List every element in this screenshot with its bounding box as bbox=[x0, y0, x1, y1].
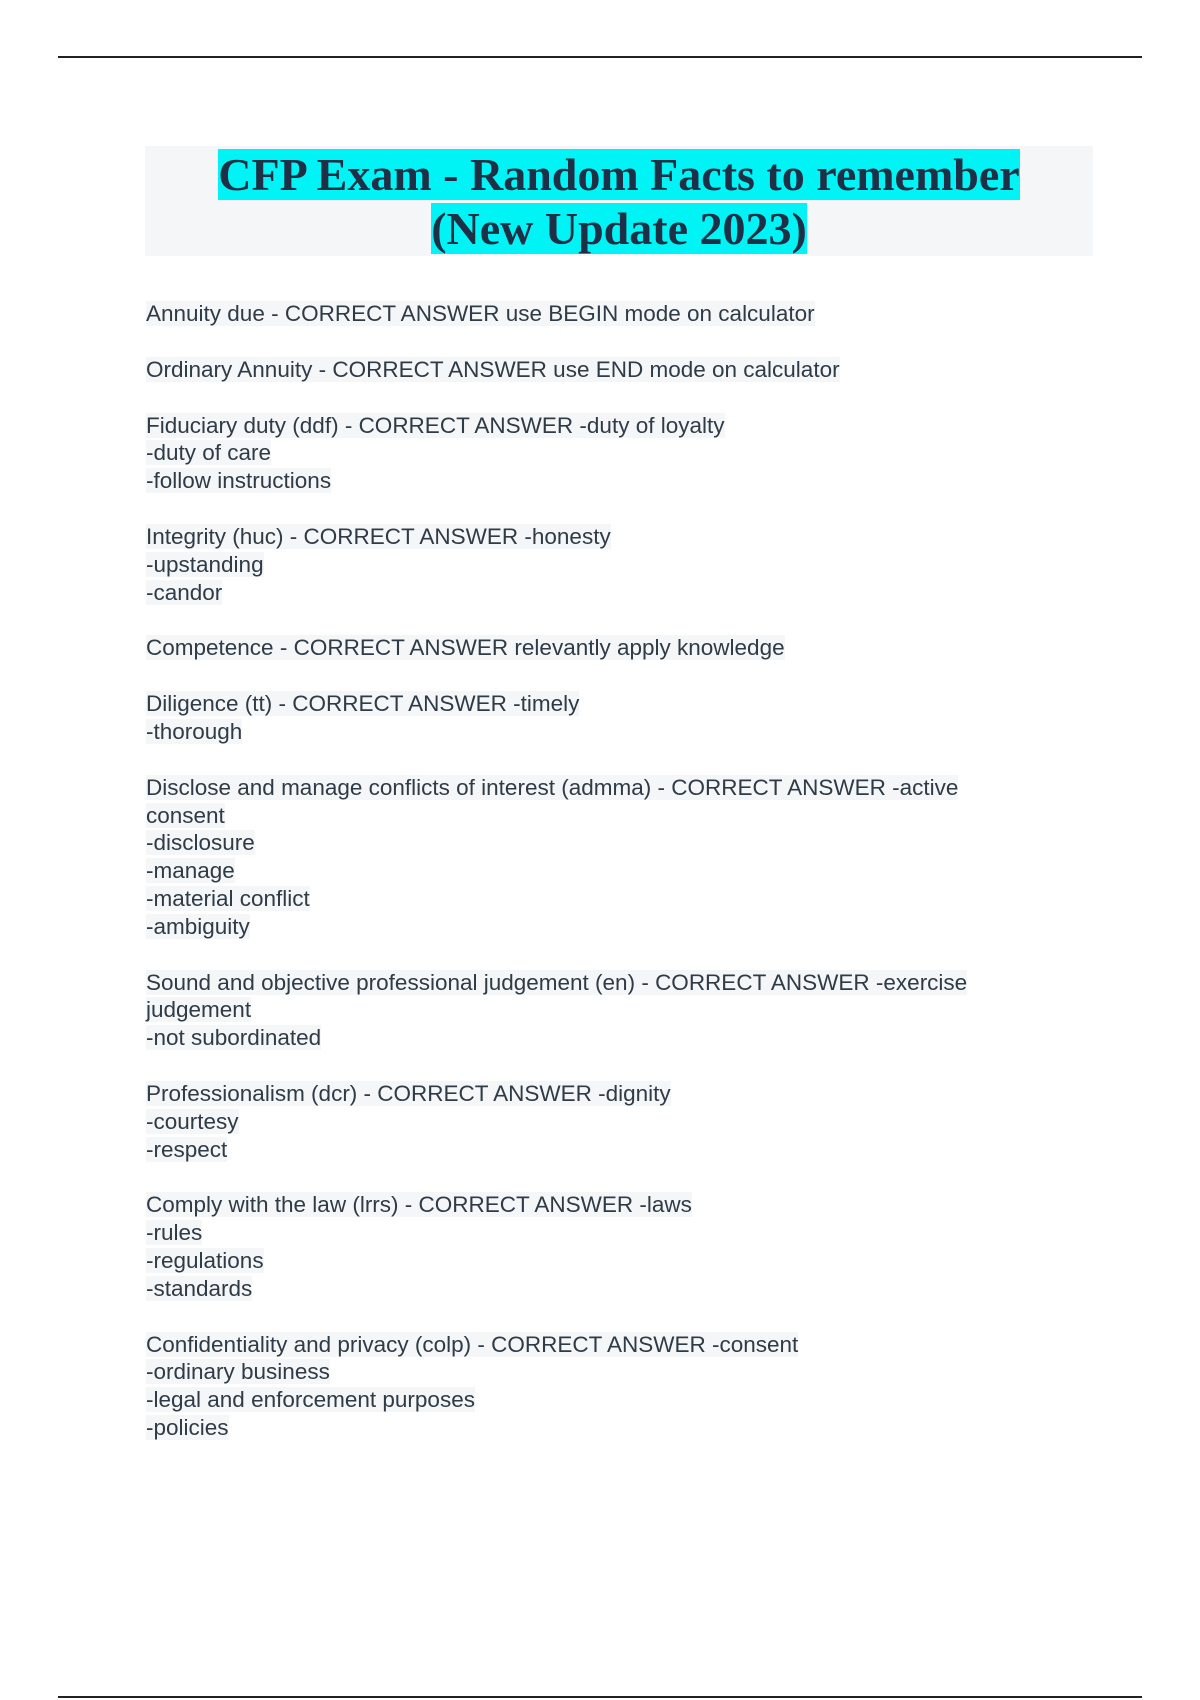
title-line-1: CFP Exam - Random Facts to remember bbox=[218, 149, 1020, 200]
entry-text: -candor bbox=[146, 579, 223, 605]
entry-text: -rules bbox=[146, 1220, 203, 1246]
entry-text: Comply with the law (lrrs) - CORRECT ANSWER -laws bbox=[146, 1192, 692, 1218]
entry-text: -courtesy bbox=[146, 1108, 239, 1134]
entry-answer-line bbox=[146, 579, 1046, 607]
entry-term-line bbox=[146, 523, 1046, 551]
title-line-2: (New Update 2023) bbox=[431, 203, 807, 254]
entry-text: -duty of care bbox=[146, 440, 272, 466]
entry-answer-line bbox=[146, 885, 1046, 913]
entry-answer-line bbox=[146, 551, 1046, 579]
entry-answer-line bbox=[146, 857, 1046, 885]
entry-text: -upstanding bbox=[146, 551, 264, 577]
entry-term-line bbox=[146, 1331, 1046, 1359]
flashcard-entry bbox=[146, 1331, 1046, 1442]
bottom-divider bbox=[58, 1696, 1142, 1698]
entry-text: -ordinary business bbox=[146, 1359, 330, 1385]
entry-text: Disclose and manage conflicts of interest (admma) - CORRECT ANSWER -active bbox=[146, 774, 959, 800]
entry-term-line bbox=[146, 300, 1046, 328]
entry-text: -follow instructions bbox=[146, 468, 332, 494]
entry-term-line bbox=[146, 969, 1046, 997]
entry-text: Integrity (huc) - CORRECT ANSWER -honesty bbox=[146, 523, 611, 549]
flashcard-entry bbox=[146, 634, 1046, 662]
entry-answer-line bbox=[146, 718, 1046, 746]
flashcard-entry bbox=[146, 1080, 1046, 1163]
flashcard-entry bbox=[146, 1191, 1046, 1302]
entry-text: Sound and objective professional judgement (en) - CORRECT ANSWER -exercise bbox=[146, 969, 968, 995]
entry-text: Fiduciary duty (ddf) - CORRECT ANSWER -duty of loyalty bbox=[146, 412, 725, 438]
entry-answer-line bbox=[146, 1275, 1046, 1303]
entry-term-line bbox=[146, 356, 1046, 384]
flashcard-entry bbox=[146, 690, 1046, 746]
entry-text: -manage bbox=[146, 858, 235, 884]
entry-text: Annuity due - CORRECT ANSWER use BEGIN mode on calculator bbox=[146, 301, 815, 326]
entry-text: -standards bbox=[146, 1275, 253, 1301]
entry-text: -policies bbox=[146, 1414, 229, 1440]
entry-answer-line bbox=[146, 829, 1046, 857]
top-divider bbox=[58, 56, 1142, 58]
entry-term-line bbox=[146, 1191, 1046, 1219]
entry-text: -respect bbox=[146, 1136, 228, 1162]
entry-text: -thorough bbox=[146, 718, 243, 744]
entry-answer-line bbox=[146, 1414, 1046, 1442]
entry-text: consent bbox=[146, 802, 225, 828]
entry-text: -ambiguity bbox=[146, 913, 250, 939]
entry-answer-line bbox=[146, 1247, 1046, 1275]
entry-text: Professionalism (dcr) - CORRECT ANSWER -dignity bbox=[146, 1080, 671, 1106]
entry-text: -regulations bbox=[146, 1247, 264, 1273]
entry-text: -material conflict bbox=[146, 885, 310, 911]
entry-answer-line bbox=[146, 439, 1046, 467]
entry-answer-line bbox=[146, 802, 1046, 830]
entry-text: Confidentiality and privacy (colp) - CORRECT ANSWER -consent bbox=[146, 1331, 799, 1357]
entry-answer-line bbox=[146, 467, 1046, 495]
entry-term-line bbox=[146, 1080, 1046, 1108]
entry-answer-line bbox=[146, 1136, 1046, 1164]
entry-text: Diligence (tt) - CORRECT ANSWER -timely bbox=[146, 691, 580, 717]
entry-text: Ordinary Annuity - CORRECT ANSWER use END mode on calculator bbox=[146, 356, 840, 382]
entry-answer-line bbox=[146, 1386, 1046, 1414]
entry-term-line bbox=[146, 690, 1046, 718]
entry-answer-line bbox=[146, 996, 1046, 1024]
entry-text: judgement bbox=[146, 997, 252, 1023]
entry-answer-line bbox=[146, 913, 1046, 941]
entry-text: -legal and enforcement purposes bbox=[146, 1387, 475, 1413]
flashcard-entry bbox=[146, 356, 1046, 384]
entry-term-line bbox=[146, 412, 1046, 440]
flashcard-entry bbox=[146, 412, 1046, 495]
entry-text: Competence - CORRECT ANSWER relevantly apply knowledge bbox=[146, 635, 785, 661]
title-box bbox=[145, 146, 1093, 256]
entry-answer-line bbox=[146, 1108, 1046, 1136]
entry-answer-line bbox=[146, 1024, 1046, 1052]
entry-term-line bbox=[146, 774, 1046, 802]
flashcard-entry bbox=[146, 300, 1046, 328]
entry-answer-line bbox=[146, 1219, 1046, 1247]
entry-text: -not subordinated bbox=[146, 1025, 322, 1051]
entry-term-line bbox=[146, 634, 1046, 662]
flashcard-entry bbox=[146, 523, 1046, 606]
flashcard-entry bbox=[146, 774, 1046, 941]
entry-text: -disclosure bbox=[146, 830, 255, 856]
document-title bbox=[145, 146, 1093, 256]
flashcard-entry bbox=[146, 969, 1046, 1052]
entry-answer-line bbox=[146, 1358, 1046, 1386]
flashcard-list bbox=[146, 300, 1046, 1470]
